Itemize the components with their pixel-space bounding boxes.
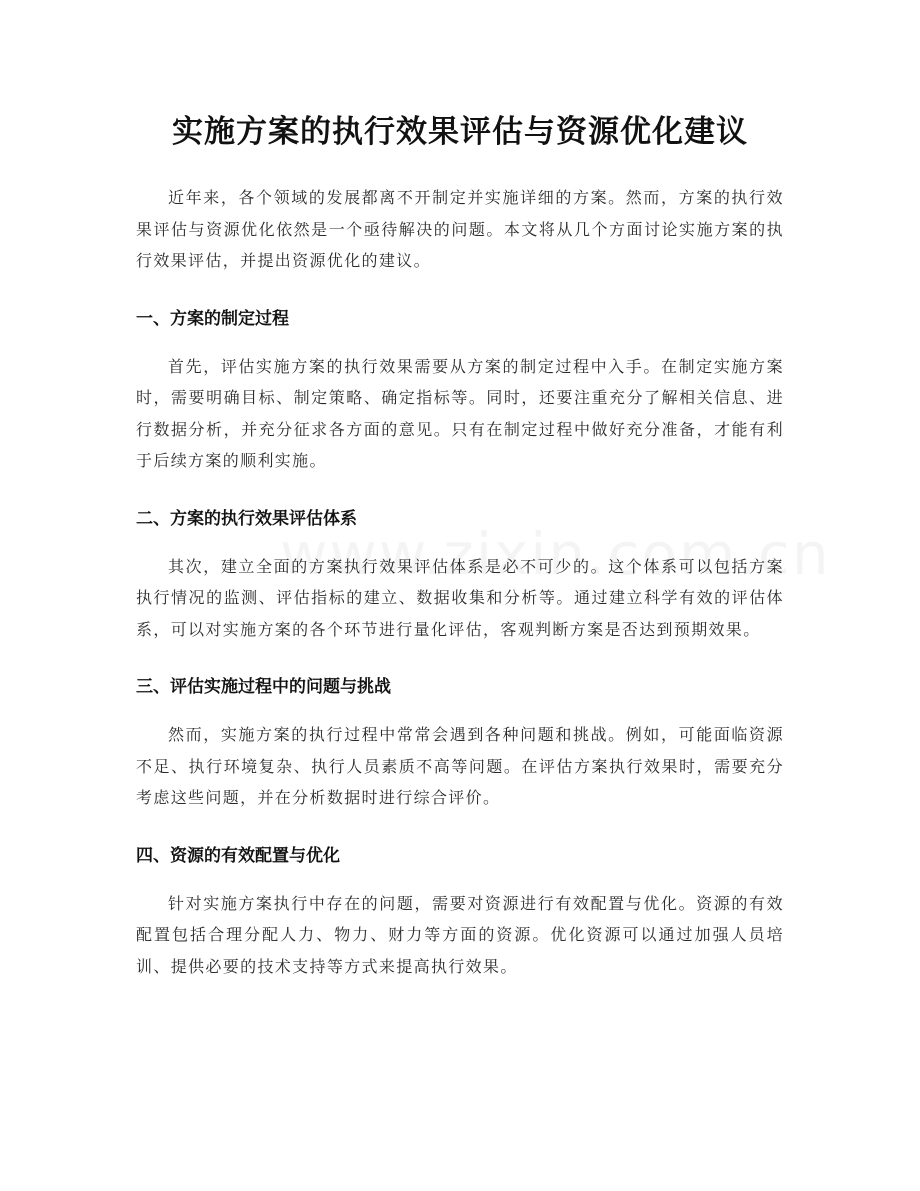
intro-paragraph: 近年来，各个领域的发展都离不开制定并实施详细的方案。然而，方案的执行效果评估与资源优化依然是一个亟待解决的问题。本文将从几个方面讨论实施方案的执行效果评估，并提出资源优化的建议。 [136, 188, 784, 270]
document-body [136, 182, 784, 982]
section-paragraph-3: 然而，实施方案的执行过程中常常会遇到各种问题和挑战。例如，可能面临资源不足、执行环境复杂、执行人员素质不高等问题。在评估方案执行效果时，需要充分考虑这些问题，并在分析数据时进行综合评价。 [136, 725, 784, 807]
section-heading-2: 二、方案的执行效果评估体系 [136, 508, 357, 529]
section-paragraph-1: 首先，评估实施方案的执行效果需要从方案的制定过程中入手。在制定实施方案时，需要明确目标、制定策略、确定指标等。同时，还要注重充分了解相关信息、进行数据分析，并充分征求各方面的意见。只有在制定过程中做好充分准备，才能有利于后续方案的顺利实施。 [136, 356, 784, 470]
document-title: 实施方案的执行效果评估与资源优化建议 [172, 114, 748, 150]
section-heading-4: 四、资源的有效配置与优化 [136, 845, 340, 866]
section-paragraph-4: 针对实施方案执行中存在的问题，需要对资源进行有效配置与优化。资源的有效配置包括合理分配人力、物力、财力等方面的资源。优化资源可以通过加强人员培训、提供必要的技术支持等方式来提高执行效果。 [136, 893, 784, 976]
section-heading-3: 三、评估实施过程中的问题与挑战 [136, 677, 391, 697]
section-heading-1: 一、方案的制定过程 [136, 308, 289, 329]
section-paragraph-2: 其次，建立全面的方案执行效果评估体系是必不可少的。这个体系可以包括方案执行情况的监测、评估指标的建立、数据收集和分析等。通过建立科学有效的评估体系，可以对实施方案的各个环节进行量化评估，客观判断方案是否达到预期效果。 [136, 556, 784, 639]
